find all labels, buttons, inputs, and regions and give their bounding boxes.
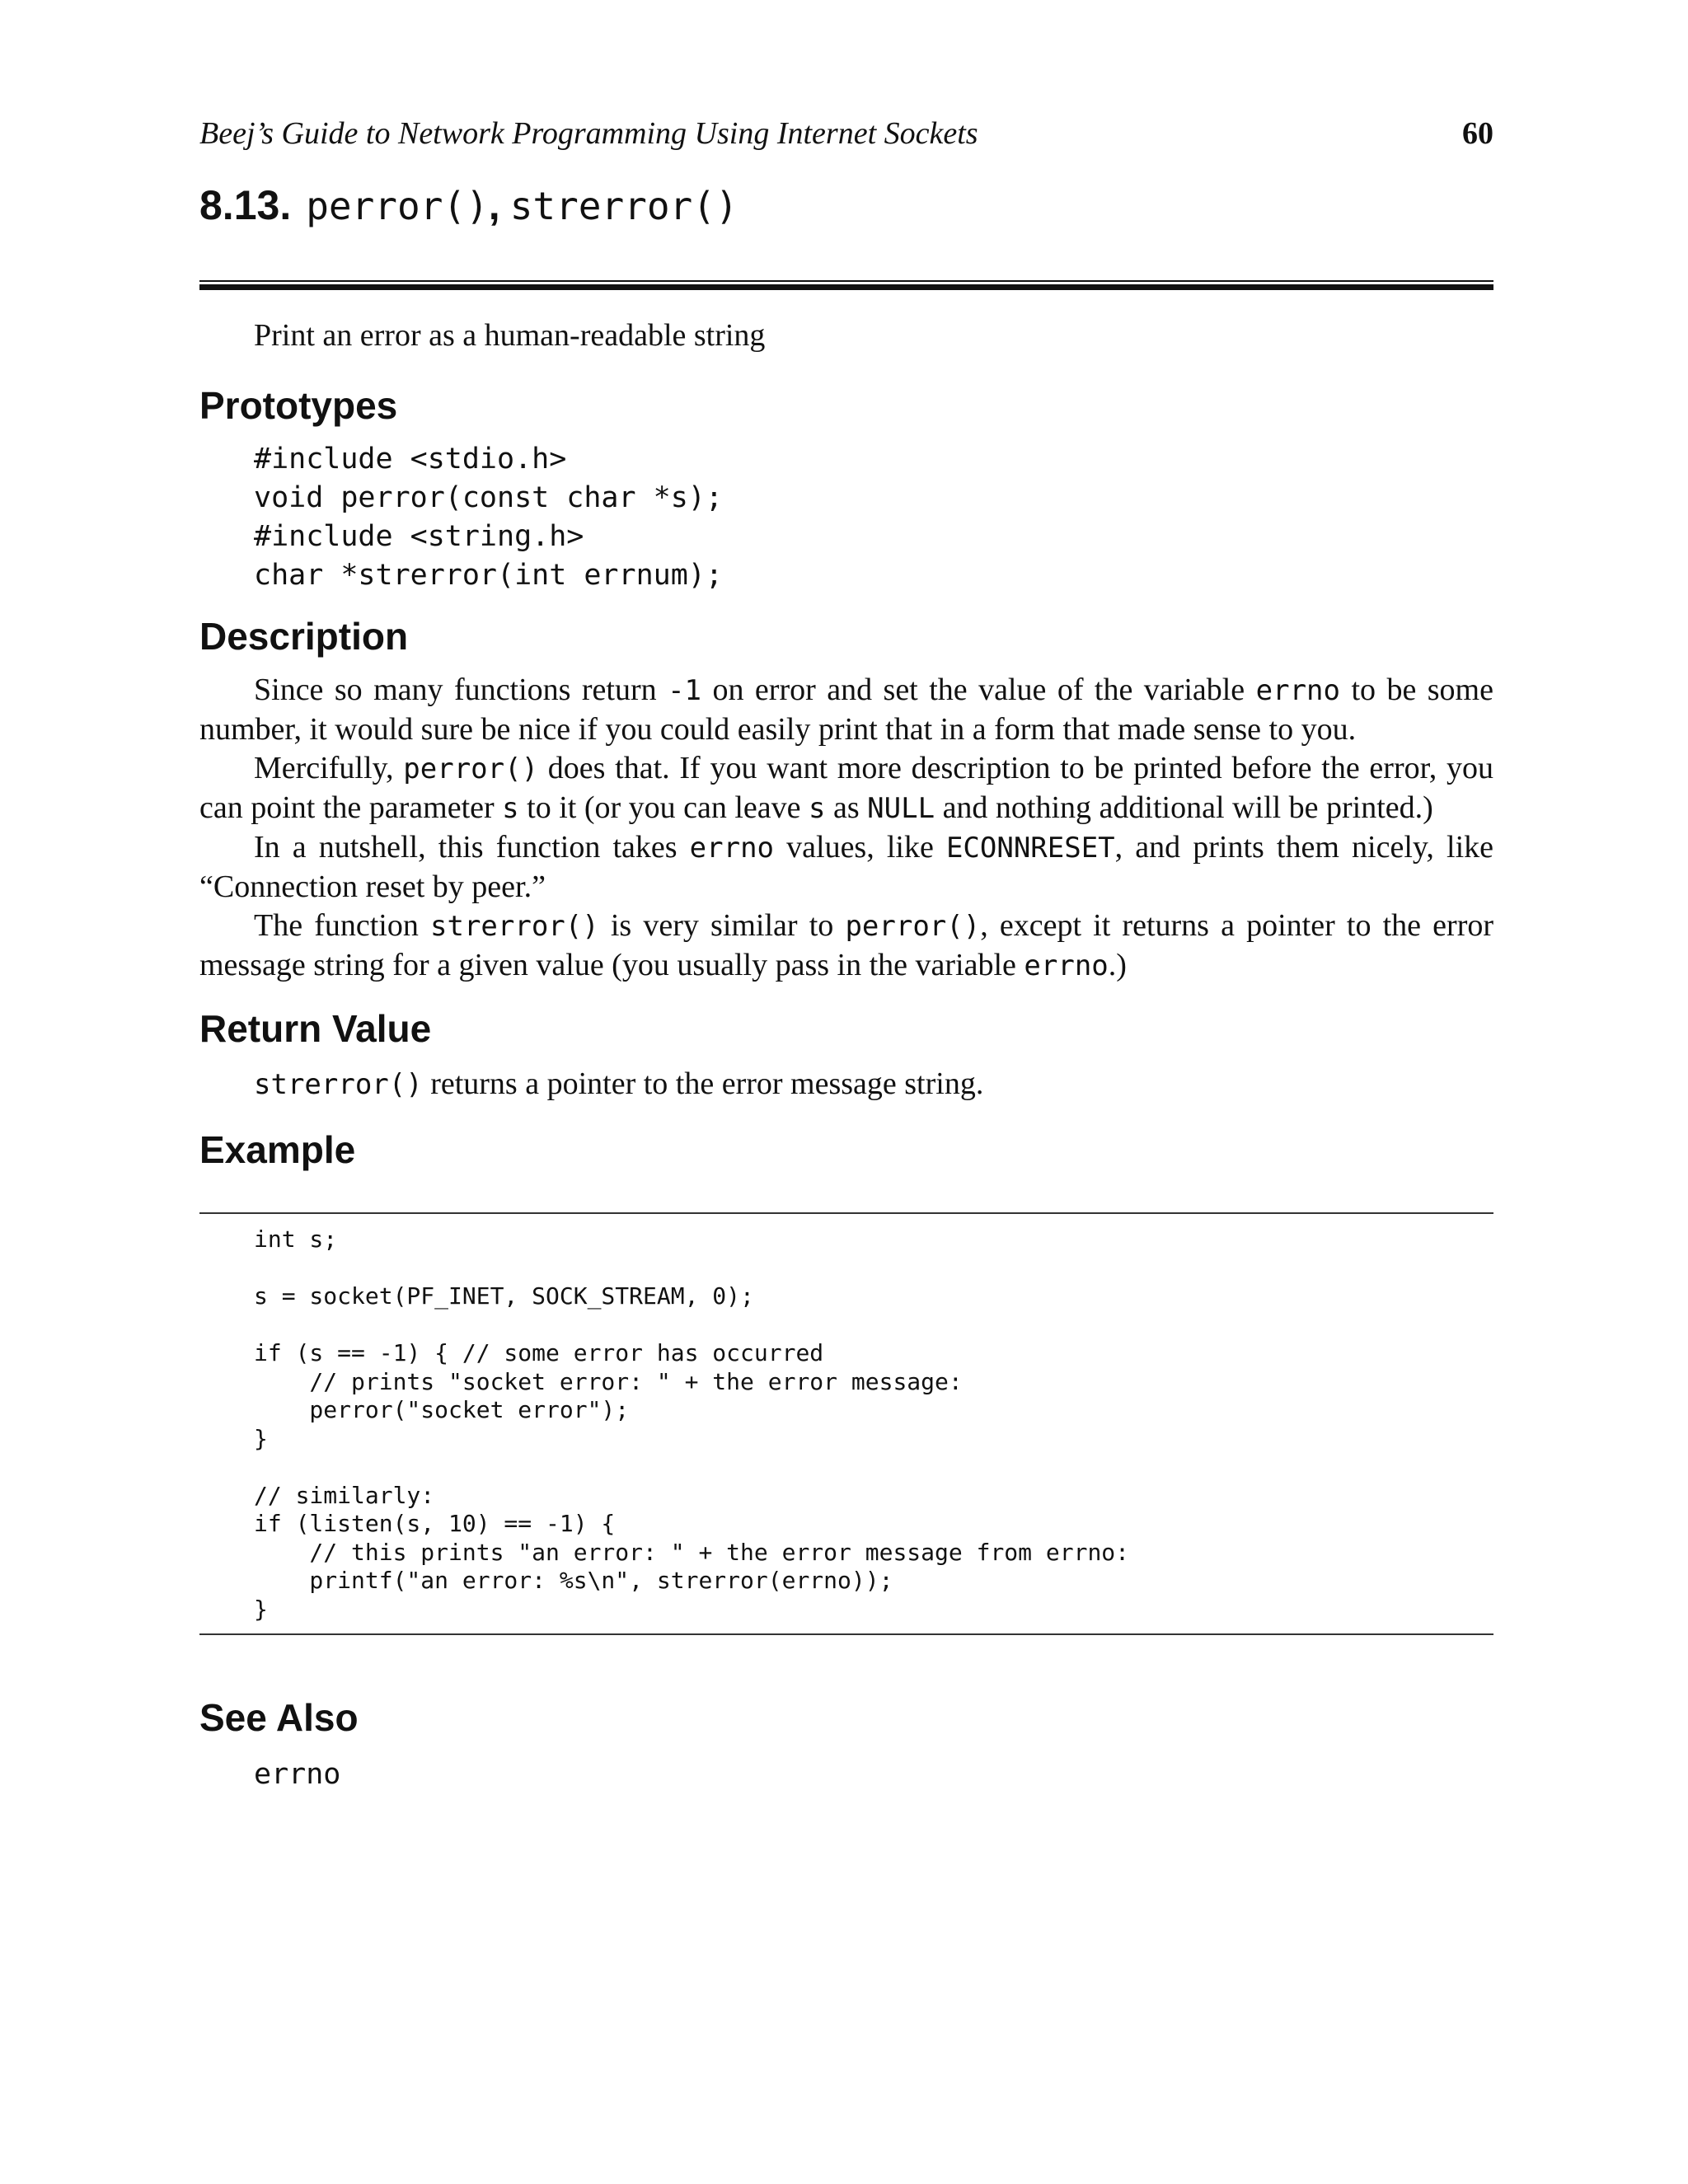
prototype-line: #include <string.h>	[254, 520, 584, 553]
section-number: 8.13.	[199, 182, 292, 228]
section-title	[199, 181, 1493, 244]
description-paragraph: The function strerror() is very similar to perror(), except it returns a pointer to the error message string for a given value (you usually pass in the variable errno.)	[199, 908, 1493, 982]
return-value-heading: Return Value	[199, 1007, 432, 1050]
inline-code: ECONNRESET	[945, 832, 1115, 865]
see-also-item-errno: errno	[254, 1758, 341, 1791]
see-also-heading: See Also	[199, 1696, 359, 1739]
running-header	[199, 115, 1493, 181]
inline-code: errno	[1024, 949, 1109, 982]
example-code: int s; s = socket(PF_INET, SOCK_STREAM, 0); if (s == -1) { // some error has occurred // prints "socket error: " + the error message: perror("socket error"); } // similarly: if (listen(s, 10) == -1) { // this prints "an error: " + the error message from errno: printf("an error: %s\n", strerror(errno)); }	[254, 1226, 1130, 1623]
section-rule	[199, 280, 1493, 290]
prototypes-code	[199, 440, 1493, 595]
description-paragraph: Since so many functions return -1 on error and set the value of the variable errno to be some number, it would sure be nice if you could easily print that in a form that made sense to you.	[199, 673, 1493, 747]
page-number: 60	[1462, 116, 1493, 151]
prototype-line: char *strerror(int errnum);	[254, 559, 723, 592]
inline-code: NULL	[867, 792, 935, 825]
example-heading: Example	[199, 1128, 356, 1171]
prototype-line: #include <stdio.h>	[254, 443, 567, 476]
example-code-box	[199, 1212, 1493, 1635]
see-also-list	[199, 1754, 1493, 1795]
inline-code: -1	[668, 674, 702, 707]
description-body	[199, 671, 1493, 986]
section-function-perror: perror()	[306, 184, 489, 228]
section-function-strerror: strerror()	[509, 184, 738, 228]
inline-code: perror()	[403, 752, 539, 785]
inline-code: errno	[1255, 674, 1340, 707]
function-summary: Print an error as a human-readable string	[254, 318, 766, 353]
inline-code: strerror()	[430, 910, 599, 943]
description-paragraph: Mercifully, perror() does that. If you want more description to be printed before the error, you can point the parameter s to it (or you can leave s as NULL and nothing additional will be printed.)	[199, 751, 1493, 825]
document-page	[199, 115, 1493, 1795]
inline-code: errno	[689, 832, 775, 865]
inline-code: s	[502, 792, 519, 825]
prototype-line: void perror(const char *s);	[254, 481, 723, 514]
inline-code: strerror()	[254, 1068, 423, 1101]
prototypes-heading: Prototypes	[199, 384, 398, 427]
section-title-separator: ,	[488, 182, 500, 228]
description-paragraph: In a nutshell, this function takes errno values, like ECONNRESET, and prints them nicely, like “Connection reset by peer.”	[199, 830, 1494, 904]
return-value-text: strerror() returns a pointer to the error message string.	[254, 1066, 984, 1101]
description-heading: Description	[199, 615, 409, 658]
running-header-title: Beej’s Guide to Network Programming Using Internet Sockets	[199, 116, 978, 151]
inline-code: s	[809, 792, 826, 825]
inline-code: perror()	[845, 910, 981, 943]
